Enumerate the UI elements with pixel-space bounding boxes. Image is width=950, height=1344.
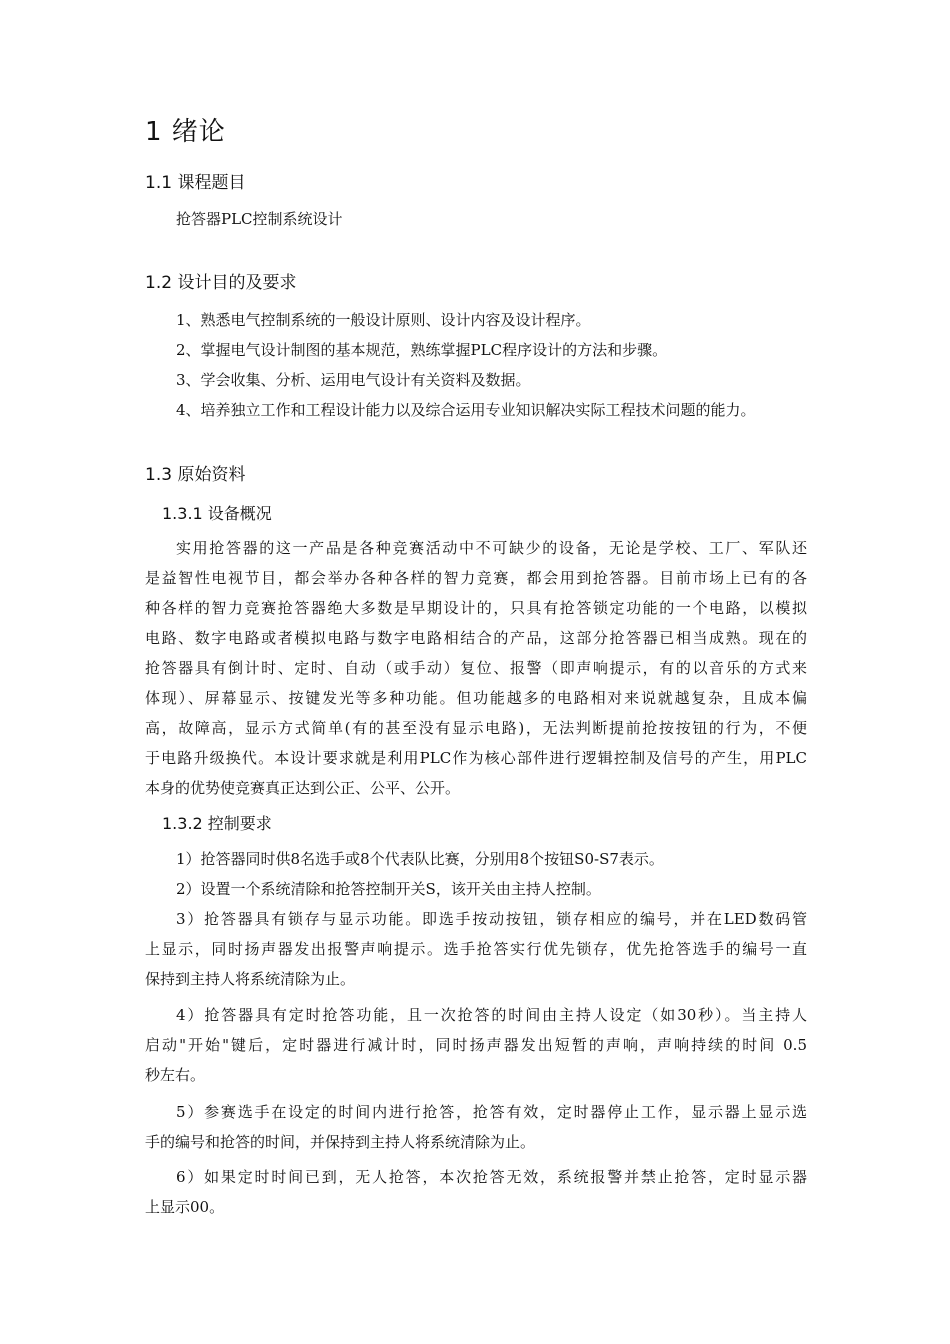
paragraph-line: 体现）、屏幕显示、按键发光等多种功能。但功能越多的电路相对来说就越复杂，且成本偏 <box>145 689 807 707</box>
requirement-line: 启动"开始"键后，定时器进行减计时，同时扬声器发出短暂的声响，声响持续的时间 0.5 <box>145 1036 807 1054</box>
subsection-heading-1-3-2: 1.3.2 控制要求 <box>162 814 272 833</box>
paragraph-line: 电路、数字电路或者模拟电路与数字电路相结合的产品，这部分抢答器已相当成熟。现在的 <box>145 629 807 647</box>
course-topic: 抢答器PLC控制系统设计 <box>176 210 343 228</box>
list-item: 2、掌握电气设计制图的基本规范，熟练掌握PLC程序设计的方法和步骤。 <box>176 341 668 359</box>
requirement-line: 手的编号和抢答的时间，并保持到主持人将系统清除为止。 <box>145 1133 536 1151</box>
paragraph-line: 是益智性电视节目，都会举办各种各样的智力竞赛，都会用到抢答器。目前市场上已有的各 <box>145 569 807 587</box>
requirement-line: 上显示，同时扬声器发出报警声响提示。选手抢答实行优先锁存，优先抢答选手的编号一直 <box>145 940 807 958</box>
requirement-line: 1）抢答器同时供8名选手或8个代表队比赛，分别用8个按钮S0-S7表示。 <box>176 850 664 868</box>
section-heading-1-1: 1.1 课程题目 <box>145 173 246 193</box>
paragraph-line: 抢答器具有倒计时、定时、自动（或手动）复位、报警（即声响提示，有的以音乐的方式来 <box>145 659 807 677</box>
paragraph-line: 本身的优势使竞赛真正达到公正、公平、公开。 <box>145 779 461 797</box>
requirement-line: 保持到主持人将系统清除为止。 <box>145 970 356 988</box>
list-item: 4、培养独立工作和工程设计能力以及综合运用专业知识解决实际工程技术问题的能力。 <box>176 401 756 419</box>
subsection-heading-1-3-1: 1.3.1 设备概况 <box>162 504 272 523</box>
paragraph-line: 实用抢答器的这一产品是各种竞赛活动中不可缺少的设备，无论是学校、工厂、军队还 <box>176 539 807 557</box>
requirement-line: 6）如果定时时间已到，无人抢答，本次抢答无效，系统报警并禁止抢答，定时显示器 <box>176 1168 807 1186</box>
requirement-line: 2）设置一个系统清除和抢答控制开关S，该开关由主持人控制。 <box>176 880 601 898</box>
list-item: 1、熟悉电气控制系统的一般设计原则、设计内容及设计程序。 <box>176 311 591 329</box>
requirement-line: 5）参赛选手在设定的时间内进行抢答，抢答有效，定时器停止工作，显示器上显示选 <box>176 1103 807 1121</box>
requirement-line: 3）抢答器具有锁存与显示功能。即选手按动按钮，锁存相应的编号，并在LED数码管 <box>176 910 807 928</box>
requirement-line: 秒左右。 <box>145 1066 206 1084</box>
section-heading-1-2: 1.2 设计目的及要求 <box>145 273 297 293</box>
paragraph-line: 种各样的智力竞赛抢答器绝大多数是早期设计的，只具有抢答锁定功能的一个电路，以模拟 <box>145 599 807 617</box>
paragraph-line: 于电路升级换代。本设计要求就是利用PLC作为核心部件进行逻辑控制及信号的产生，用PLC <box>145 749 807 767</box>
paragraph-line: 高，故障高，显示方式简单(有的甚至没有显示电路)，无法判断提前抢按按钮的行为，不便 <box>145 719 807 737</box>
section-heading-1-3: 1.3 原始资料 <box>145 465 246 485</box>
requirement-line: 4）抢答器具有定时抢答功能，且一次抢答的时间由主持人设定（如30秒）。当主持人 <box>176 1006 807 1024</box>
list-item: 3、学会收集、分析、运用电气设计有关资料及数据。 <box>176 371 531 389</box>
requirement-line: 上显示00。 <box>145 1198 225 1216</box>
chapter-title: 1 绪论 <box>145 117 226 147</box>
